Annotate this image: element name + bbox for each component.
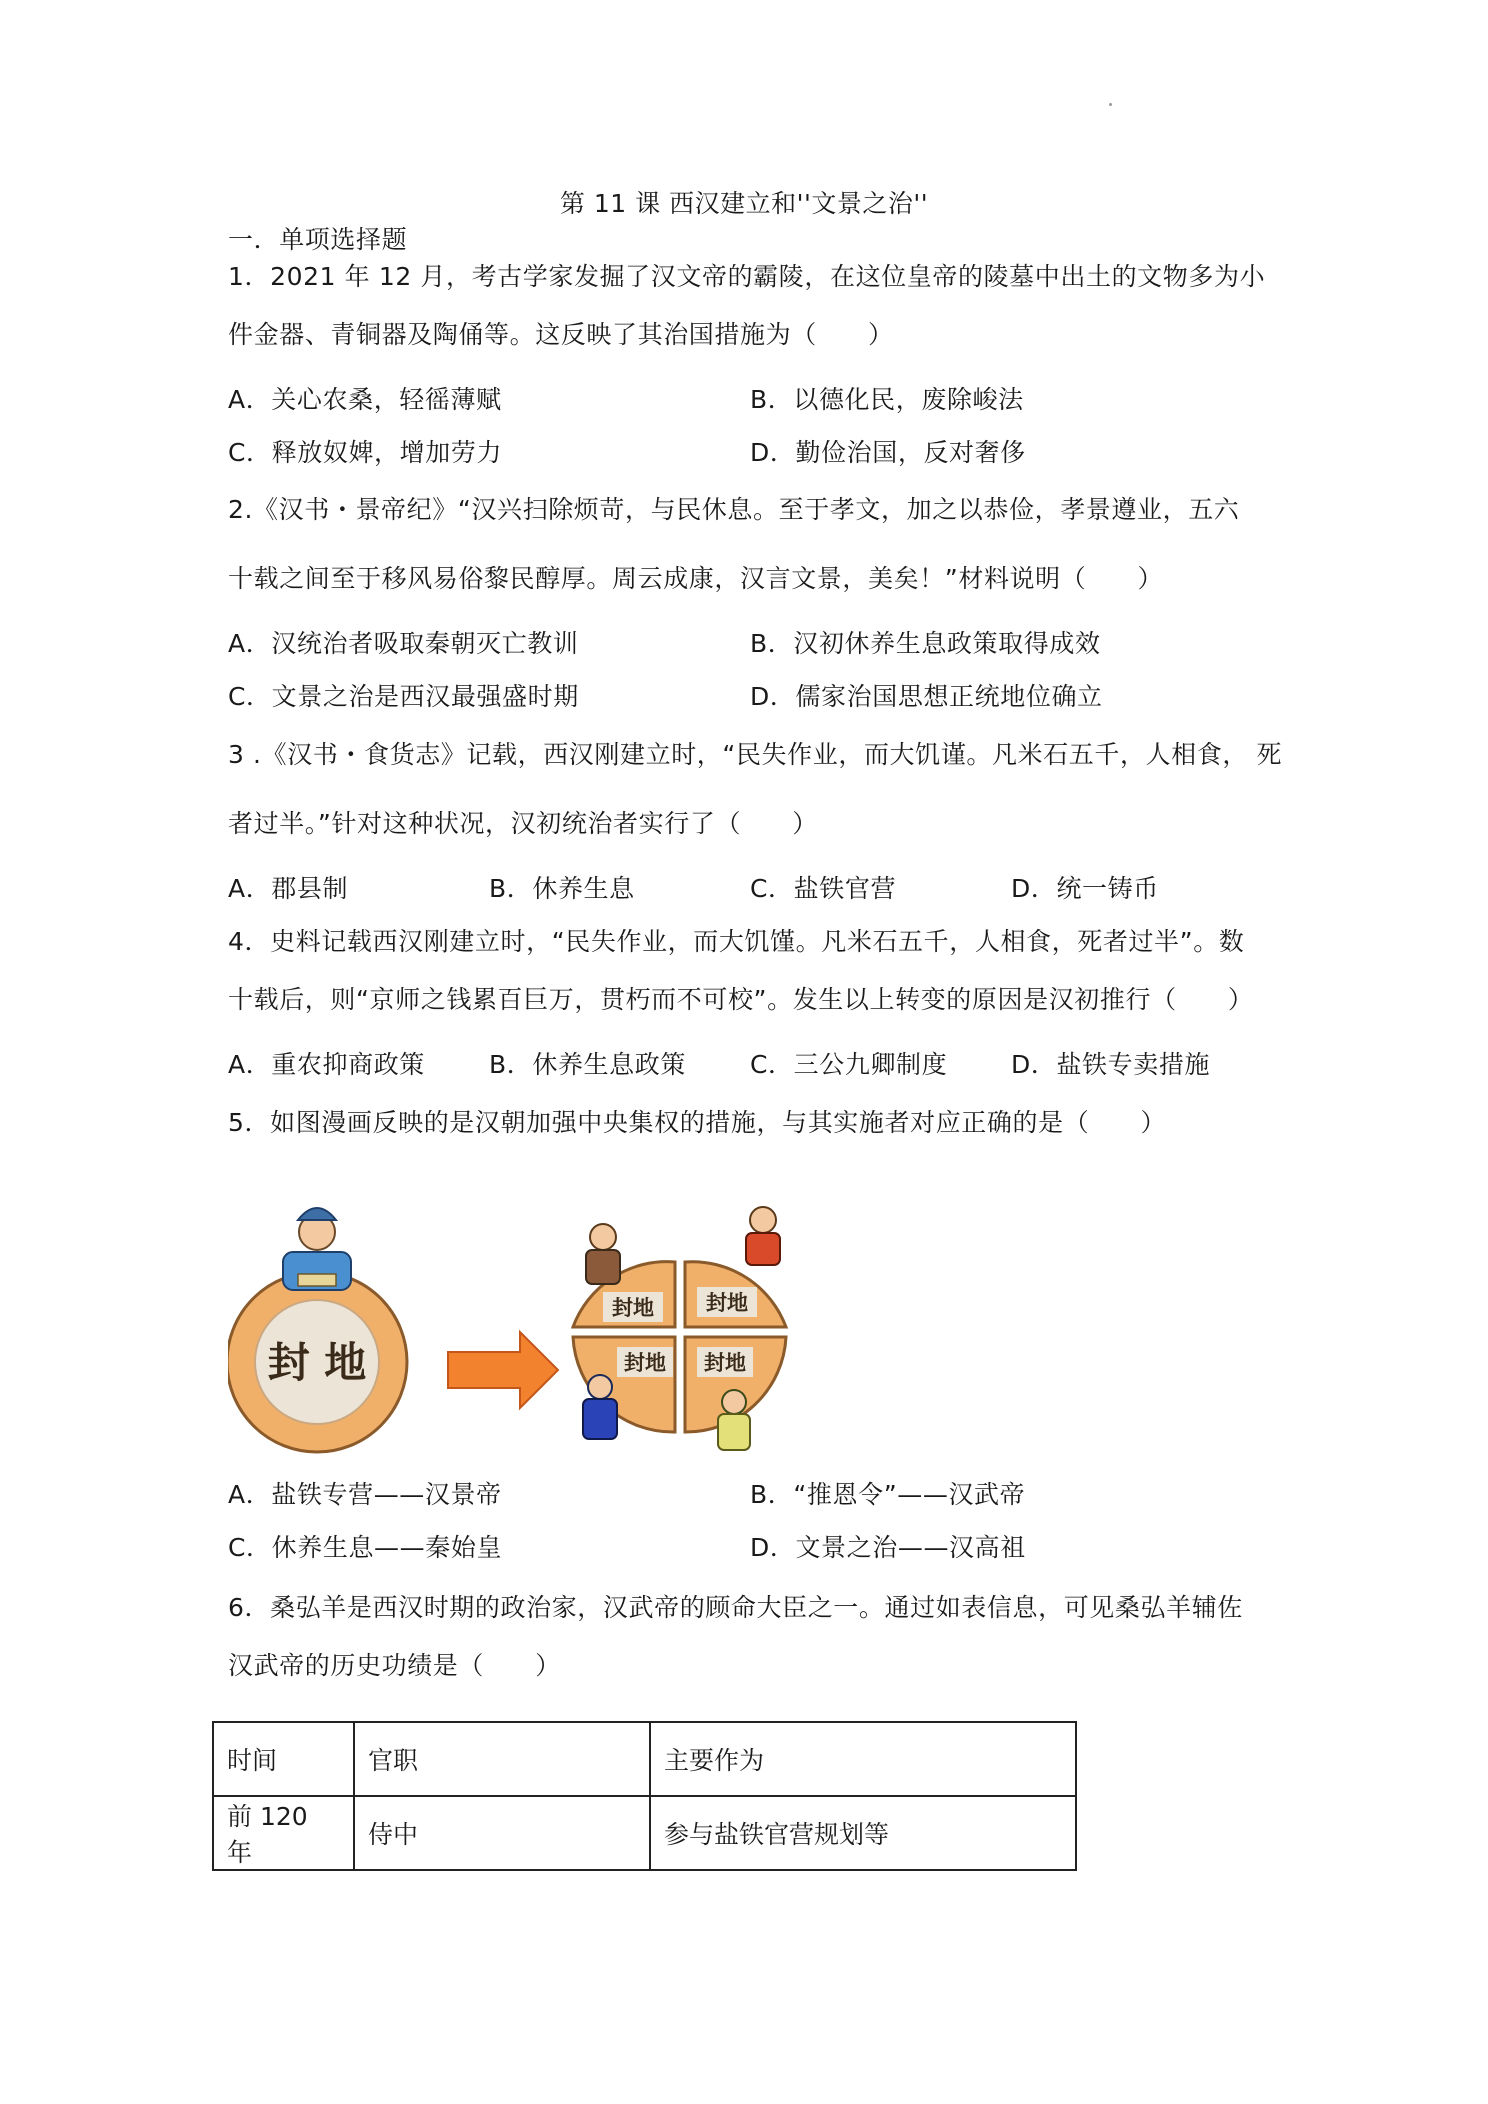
q2-option-d[interactable]: D．儒家治国思想正统地位确立 bbox=[750, 682, 1103, 711]
q6-stem-line2: 汉武帝的历史功绩是（ ） bbox=[228, 1651, 561, 1680]
table-cell: 前 120 年 bbox=[213, 1796, 354, 1870]
undivided-fief bbox=[228, 1272, 407, 1452]
page-mark bbox=[1109, 103, 1112, 106]
table-header-cell: 官职 bbox=[354, 1722, 650, 1796]
q4-option-c[interactable]: C．三公九卿制度 bbox=[750, 1050, 948, 1079]
q5-stem: 5．如图漫画反映的是汉朝加强中央集权的措施，与其实施者对应正确的是（ ） bbox=[228, 1108, 1167, 1137]
q2-option-b[interactable]: B．汉初休养生息政策取得成效 bbox=[750, 629, 1101, 658]
small-fief-label: 封地 bbox=[706, 1291, 748, 1315]
table-header-cell: 时间 bbox=[213, 1722, 354, 1796]
q4-stem-line2: 十载后，则“京师之钱累百巨万，贯朽而不可校”。发生以上转变的原因是汉初推行（ ） bbox=[228, 985, 1254, 1014]
q1-option-c[interactable]: C．释放奴婢，增加劳力 bbox=[228, 438, 503, 467]
q5-option-a[interactable]: A．盐铁专营——汉景帝 bbox=[228, 1480, 502, 1509]
arrow-right-icon bbox=[448, 1332, 558, 1408]
q6-stem-line1: 6．桑弘羊是西汉时期的政治家，汉武帝的顾命大臣之一。通过如表信息，可见桑弘羊辅佐 bbox=[228, 1593, 1243, 1622]
q4-option-a[interactable]: A．重农抑商政策 bbox=[228, 1050, 425, 1079]
small-fief-label: 封地 bbox=[704, 1351, 746, 1375]
small-fief-label: 封地 bbox=[624, 1351, 666, 1375]
lesson-title: 第 11 课 西汉建立和''文景之治'' bbox=[559, 189, 929, 218]
q4-option-d[interactable]: D．盐铁专卖措施 bbox=[1011, 1050, 1211, 1079]
big-fief-label: 封 地 bbox=[267, 1338, 367, 1387]
q3-option-a[interactable]: A．郡县制 bbox=[228, 874, 349, 903]
q5-option-d[interactable]: D．文景之治——汉高祖 bbox=[750, 1533, 1026, 1562]
table-header-cell: 主要作为 bbox=[650, 1722, 1076, 1796]
q2-option-c[interactable]: C．文景之治是西汉最强盛时期 bbox=[228, 682, 579, 711]
q3-option-d[interactable]: D．统一铸币 bbox=[1011, 874, 1159, 903]
q3-stem-line1: 3 .《汉书・食货志》记载，西汉刚建立时，“民失作业，而大饥谨。凡米石五千，人相食， 死 bbox=[228, 740, 1283, 769]
q4-stem-line1: 4．史料记载西汉刚建立时，“民失作业，而大饥馑。凡米石五千，人相食，死者过半”。数 bbox=[228, 927, 1245, 956]
q1-stem-line2: 件金器、青铜器及陶俑等。这反映了其治国措施为（ ） bbox=[228, 320, 894, 349]
table-cell: 侍中 bbox=[354, 1796, 650, 1870]
q5-option-b[interactable]: B．“推恩令”——汉武帝 bbox=[750, 1480, 1026, 1509]
q3-stem-line2: 者过半。”针对这种状况，汉初统治者实行了（ ） bbox=[228, 809, 818, 838]
table-header-row bbox=[213, 1722, 1076, 1796]
q4-option-b[interactable]: B．休养生息政策 bbox=[489, 1050, 686, 1079]
q1-option-a[interactable]: A．关心农桑，轻徭薄赋 bbox=[228, 385, 502, 414]
q3-option-c[interactable]: C．盐铁官营 bbox=[750, 874, 897, 903]
q2-option-a[interactable]: A．汉统治者吸取秦朝灭亡教训 bbox=[228, 629, 579, 658]
section-heading: 一．单项选择题 bbox=[228, 225, 408, 254]
small-fief-label: 封地 bbox=[612, 1296, 654, 1320]
q2-stem-line1: 2.《汉书・景帝纪》“汉兴扫除烦苛，与民休息。至于孝文，加之以恭俭，孝景遵业，五六 bbox=[228, 495, 1240, 524]
fief-cartoon-figure bbox=[228, 1182, 828, 1462]
q3-option-b[interactable]: B．休养生息 bbox=[489, 874, 635, 903]
table-row bbox=[213, 1796, 1076, 1870]
q1-option-b[interactable]: B．以德化民，废除峻法 bbox=[750, 385, 1024, 414]
q2-stem-line2: 十载之间至于移风易俗黎民醇厚。周云成康，汉言文景，美矣！”材料说明（ ） bbox=[228, 564, 1164, 593]
q1-stem-line1: 1．2021 年 12 月，考古学家发掘了汉文帝的霸陵，在这位皇帝的陵墓中出土的文物多为小 bbox=[228, 262, 1266, 291]
lord-figure bbox=[283, 1208, 351, 1290]
table-cell: 参与盐铁官营规划等 bbox=[650, 1796, 1076, 1870]
q5-option-c[interactable]: C．休养生息——秦始皇 bbox=[228, 1533, 503, 1562]
sang-hongyang-table bbox=[212, 1721, 1077, 1871]
q1-option-d[interactable]: D．勤俭治国，反对奢侈 bbox=[750, 438, 1026, 467]
